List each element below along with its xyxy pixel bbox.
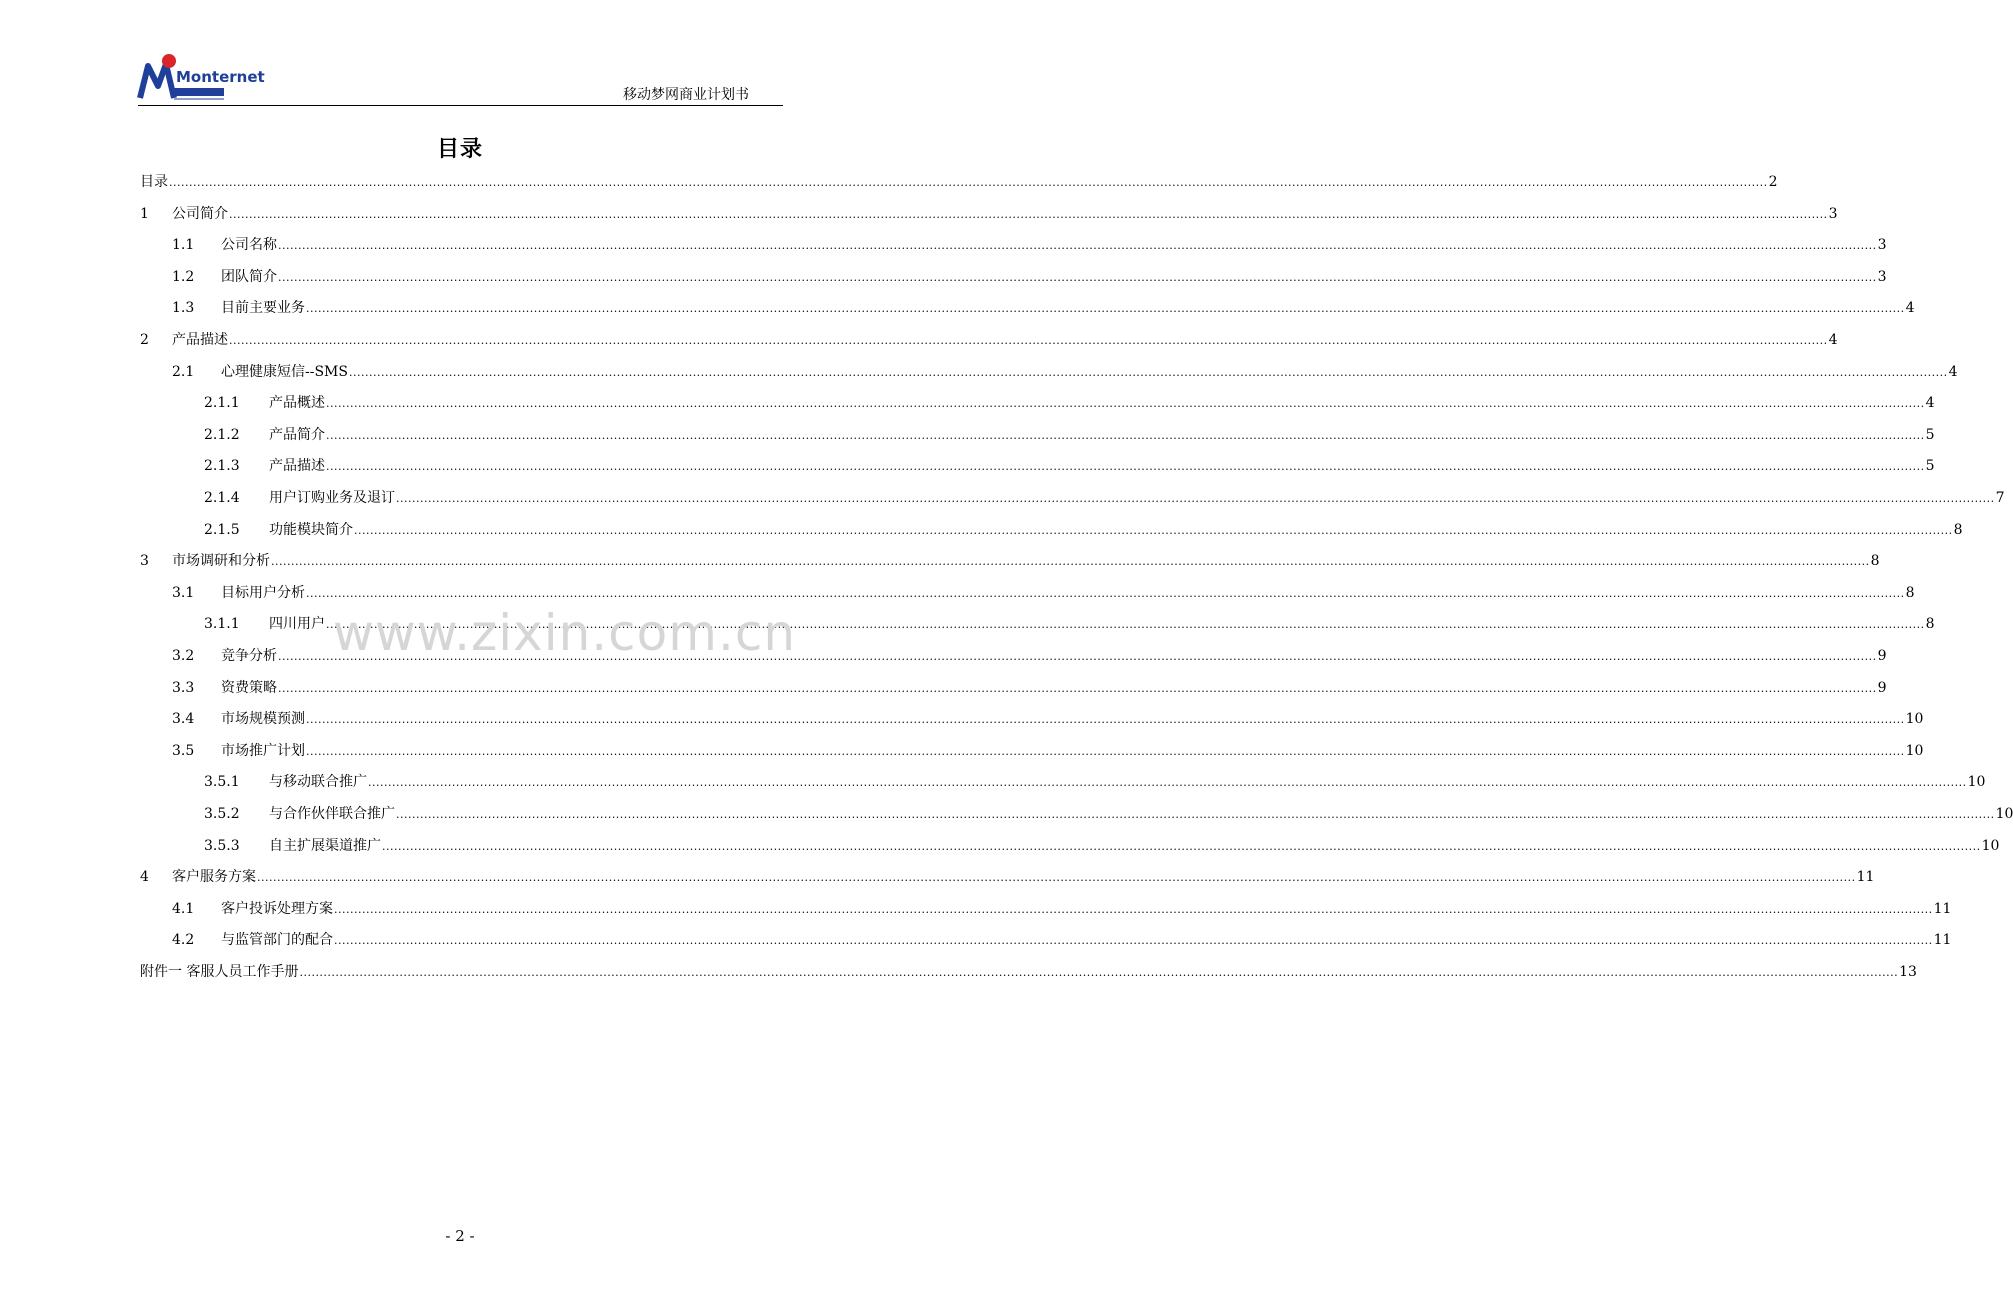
toc-dot-leader: ................................................................................................................................................................................................................................................................................................................................................................................................................ <box>299 966 1899 979</box>
toc-entry-title: 与监管部门的配合 <box>221 932 333 949</box>
toc-entry-title: 产品描述 <box>172 332 228 348</box>
toc-entry-page: 3 <box>1828 205 1838 222</box>
toc-heading: 目录 <box>436 136 483 162</box>
toc-dot-leader: ................................................................................................................................................................................................................................................................................................................................................................................................................ <box>229 334 1828 347</box>
toc-entry-page: 10 <box>1981 837 2000 854</box>
toc-entry[interactable] <box>0 520 1963 540</box>
toc-entry-number: 3.1 <box>172 584 195 601</box>
toc-entry-number: 1 <box>140 205 149 222</box>
toc-dot-leader: ................................................................................................................................................................................................................................................................................................................................................................................................................ <box>368 776 1967 790</box>
toc-entry-title: 目录 <box>140 174 168 190</box>
toc-entry[interactable] <box>0 678 1887 698</box>
toc-entry-number: 3.5 <box>172 742 195 759</box>
toc-entry-page: 7 <box>1995 490 2005 506</box>
toc-entry-page: 8 <box>1953 521 1963 538</box>
toc-entry-number: 2.1.2 <box>204 426 240 443</box>
toc-entry[interactable] <box>0 393 1935 413</box>
toc-entry[interactable] <box>0 867 1875 887</box>
toc-dot-leader: ................................................................................................................................................................................................................................................................................................................................................................................................................ <box>334 934 1933 948</box>
toc-entry-title: 心理健康短信--SMS <box>221 363 348 380</box>
toc-entry-title: 资费策略 <box>221 679 277 696</box>
toc-entry[interactable] <box>0 772 1986 792</box>
toc-entry-number: 3.5.3 <box>204 837 240 854</box>
toc-entry[interactable] <box>0 804 2013 824</box>
toc-entry-title: 产品简介 <box>269 426 325 443</box>
toc-entry-number: 2 <box>140 332 149 348</box>
toc-entry-title: 市场调研和分析 <box>172 553 270 570</box>
toc-entry-title: 竞争分析 <box>221 648 277 664</box>
toc-entry-number: 1.2 <box>172 268 195 285</box>
toc-entry-title: 公司名称 <box>221 237 277 254</box>
toc-dot-leader: ................................................................................................................................................................................................................................................................................................................................................................................................................ <box>354 523 1953 537</box>
document-title: 移动梦网商业计划书 <box>623 87 749 103</box>
toc-entry-number: 2.1 <box>172 363 195 380</box>
toc-entry-page: 8 <box>1905 584 1915 601</box>
toc-dot-leader: ................................................................................................................................................................................................................................................................................................................................................................................................................ <box>396 808 1995 821</box>
toc-entry-number: 2.1.1 <box>204 395 240 412</box>
toc-dot-leader: ................................................................................................................................................................................................................................................................................................................................................................................................................ <box>326 428 1925 442</box>
toc-entry-page: 4 <box>1828 332 1838 348</box>
toc-dot-leader: ................................................................................................................................................................................................................................................................................................................................................................................................................ <box>271 555 1870 569</box>
toc-entry[interactable] <box>0 204 1838 224</box>
toc-entry[interactable] <box>0 425 1935 445</box>
toc-entry-title: 市场规模预测 <box>221 711 305 728</box>
page-number: - 2 - <box>445 1227 475 1245</box>
toc-entry-page: 13 <box>1899 964 1917 980</box>
toc-entry-page: 11 <box>1933 900 1952 917</box>
toc-entry-page: 11 <box>1933 932 1952 949</box>
toc-entry-page: 10 <box>1905 742 1924 759</box>
toc-entry-page: 4 <box>1948 363 1958 380</box>
toc-entry[interactable] <box>0 836 2000 856</box>
toc-entry-title: 客户投诉处理方案 <box>221 900 333 917</box>
toc-dot-leader: ................................................................................................................................................................................................................................................................................................................................................................................................................ <box>278 270 1877 284</box>
toc-dot-leader: ................................................................................................................................................................................................................................................................................................................................................................................................................ <box>326 618 1925 632</box>
toc-entry[interactable] <box>0 267 1887 287</box>
toc-dot-leader: ................................................................................................................................................................................................................................................................................................................................................................................................................ <box>306 713 1905 727</box>
toc-entry-title: 市场推广计划 <box>221 742 305 759</box>
toc-entry[interactable] <box>0 456 1935 476</box>
toc-entry-title: 客户服务方案 <box>172 869 256 886</box>
toc-entry[interactable] <box>0 362 1958 382</box>
watermark: www.zixin.com.cn <box>333 604 797 662</box>
toc-entry[interactable] <box>0 899 1952 919</box>
toc-entry-number: 3.1.1 <box>204 616 240 633</box>
toc-entry-page: 5 <box>1925 426 1935 443</box>
toc-dot-leader: ................................................................................................................................................................................................................................................................................................................................................................................................................ <box>334 902 1933 916</box>
toc-entry-page: 5 <box>1925 458 1935 475</box>
toc-entry-page: 10 <box>1967 774 1986 791</box>
toc-entry-number: 1.1 <box>172 237 195 254</box>
toc-dot-leader: ................................................................................................................................................................................................................................................................................................................................................................................................................ <box>278 650 1877 663</box>
toc-entry[interactable] <box>0 172 1778 192</box>
toc-entry-number: 2.1.3 <box>204 458 240 475</box>
toc-entry[interactable] <box>0 930 1952 950</box>
toc-dot-leader: ................................................................................................................................................................................................................................................................................................................................................................................................................ <box>326 397 1925 411</box>
toc-entry-number: 4 <box>140 869 149 886</box>
toc-entry-title: 四川用户 <box>269 616 325 633</box>
toc-entry[interactable] <box>0 709 1924 729</box>
toc-dot-leader: ................................................................................................................................................................................................................................................................................................................................................................................................................ <box>306 744 1905 758</box>
toc-entry-title: 目前主要业务 <box>221 300 305 317</box>
toc-entry-number: 2.1.4 <box>204 490 240 506</box>
toc-entry-number: 1.3 <box>172 300 195 317</box>
toc-entry[interactable] <box>0 583 1915 603</box>
toc-entry[interactable] <box>0 614 1935 634</box>
toc-entry-number: 3.3 <box>172 679 195 696</box>
logo-text: Monternet <box>176 68 265 86</box>
toc-entry-title: 用户订购业务及退订 <box>269 490 395 506</box>
toc-entry-page: 9 <box>1877 648 1887 664</box>
toc-entry-number: 3.2 <box>172 648 195 664</box>
toc-dot-leader: ................................................................................................................................................................................................................................................................................................................................................................................................................ <box>278 239 1877 253</box>
toc-entry-title: 与移动联合推广 <box>269 774 367 791</box>
toc-entry-page: 2 <box>1768 174 1778 190</box>
toc-entry-number: 3.5.1 <box>204 774 240 791</box>
toc-entry-page: 11 <box>1856 869 1875 886</box>
toc-entry-title: 附件一 客服人员工作手册 <box>140 964 299 980</box>
toc-entry-title: 自主扩展渠道推广 <box>269 837 381 854</box>
toc-entry[interactable] <box>0 741 1924 761</box>
toc-dot-leader: ................................................................................................................................................................................................................................................................................................................................................................................................................ <box>169 176 1768 189</box>
toc-entry-number: 4.1 <box>172 900 195 917</box>
toc-dot-leader: ................................................................................................................................................................................................................................................................................................................................................................................................................ <box>382 839 1981 853</box>
toc-entry-page: 9 <box>1877 679 1887 696</box>
toc-entry[interactable] <box>0 298 1915 318</box>
toc-dot-leader: ................................................................................................................................................................................................................................................................................................................................................................................................................ <box>306 302 1905 316</box>
toc-dot-leader: ................................................................................................................................................................................................................................................................................................................................................................................................................ <box>326 460 1925 474</box>
toc-entry-number: 3.5.2 <box>204 806 240 822</box>
toc-dot-leader: ................................................................................................................................................................................................................................................................................................................................................................................................................ <box>306 586 1905 600</box>
toc-entry-page: 3 <box>1877 268 1887 285</box>
toc-dot-leader: ................................................................................................................................................................................................................................................................................................................................................................................................................ <box>348 365 1948 379</box>
header-divider <box>138 105 783 106</box>
toc-dot-leader: ................................................................................................................................................................................................................................................................................................................................................................................................................ <box>278 681 1877 695</box>
toc-entry-page: 10 <box>1995 806 2013 822</box>
toc-entry-number: 3.4 <box>172 711 195 728</box>
toc-entry-title: 与合作伙伴联合推广 <box>269 806 395 822</box>
toc-entry-title: 产品描述 <box>269 458 325 475</box>
toc-entry[interactable] <box>0 962 1917 982</box>
toc-entry-title: 公司简介 <box>172 205 228 222</box>
toc-entry-page: 3 <box>1877 237 1887 254</box>
toc-entry-page: 8 <box>1925 616 1935 633</box>
toc-entry-page: 4 <box>1905 300 1915 317</box>
toc-entry-page: 10 <box>1905 711 1924 728</box>
toc-entry[interactable] <box>0 551 1880 571</box>
toc-entry-number: 3 <box>140 553 149 570</box>
toc-entry[interactable] <box>0 330 1838 350</box>
toc-entry-title: 功能模块简介 <box>269 521 353 538</box>
toc-dot-leader: ................................................................................................................................................................................................................................................................................................................................................................................................................ <box>257 871 1856 885</box>
toc-entry-page: 8 <box>1870 553 1880 570</box>
toc-entry[interactable] <box>0 488 2005 508</box>
toc-entry-title: 团队简介 <box>221 268 277 285</box>
toc-entry[interactable] <box>0 235 1887 255</box>
monternet-logo <box>138 52 265 102</box>
toc-entry-page: 4 <box>1925 395 1935 412</box>
toc-entry-title: 产品概述 <box>269 395 325 412</box>
toc-entry[interactable] <box>0 646 1887 666</box>
toc-dot-leader: ................................................................................................................................................................................................................................................................................................................................................................................................................ <box>229 207 1828 221</box>
toc-entry-number: 4.2 <box>172 932 195 949</box>
toc-entry-number: 2.1.5 <box>204 521 240 538</box>
toc-dot-leader: ................................................................................................................................................................................................................................................................................................................................................................................................................ <box>396 492 1995 505</box>
toc-entry-title: 目标用户分析 <box>221 584 305 601</box>
